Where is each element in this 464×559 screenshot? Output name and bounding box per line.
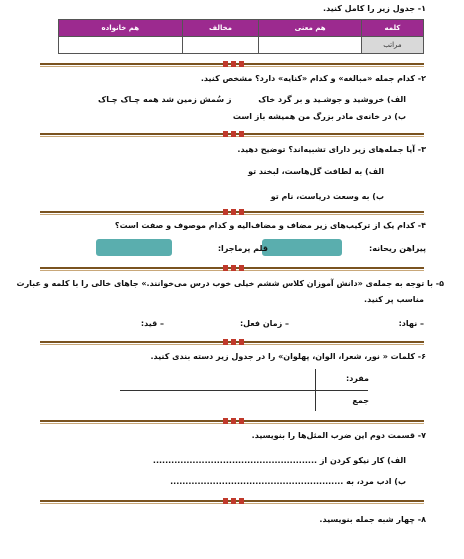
q5-field-tense: – زمان فعل: [239,319,289,328]
q1-answer-cell[interactable] [259,37,362,54]
q2-item-b: ب) در خانه‌ی مادر بزرگ من همیشه باز است [232,112,406,121]
q7-item-b-blank[interactable]: ......................................................... [170,477,344,486]
q4-item-1-label: پیراهن ریحانه: [369,244,426,253]
q6-plural-label: جمع [352,396,369,405]
section-divider [40,60,424,69]
q4-item-2-label: قلم پرماجرا: [217,244,268,253]
q5-title: ۵- با توجه به جمله‌ی «دانش آموزان کلاس ششم خیلی خوب درس می‌خوانند.» جاهای خالی را با کلمه و عبارت [16,279,444,288]
q6-table-vertical-line [315,369,316,411]
q7-title: ۷- قسمت دوم این ضرب المثل‌ها را بنویسید. [251,431,426,440]
q1-row [59,37,424,54]
q4-title: ۴- کدام یک از ترکیب‌های زیر مضاف و مضاف‌الیه و کدام موصوف و صفت است؟ [114,221,426,230]
section-divider [40,130,424,139]
q5-field-subject: – نهاد: [398,319,424,328]
q2-item-a: الف) خروشید و جوشـید و بر گرد خاک [258,95,406,104]
q1-answer-cell[interactable] [59,37,183,54]
q1-header-cell: مخالف [182,20,259,37]
section-divider [40,497,424,506]
q6-singular-label: مفرد: [346,374,369,383]
q7-item-a-blank[interactable]: ...................................................... [152,456,318,465]
q4-answer-box-2[interactable] [96,239,172,256]
q7-item-a [153,456,406,465]
q4-answer-box-1[interactable] [262,239,342,256]
q1-header-cell: کلمه [361,20,423,37]
q2-item-a-second-half: ز سُمش زمین شد همه چـاک چـاک [98,95,232,104]
q3-title: ۳- آیا جمله‌های زیر دارای تشبیه‌اند؟ توضیح دهید. [237,145,426,154]
q8-title: ۸- چهار شبه جمله بنویسید. [319,515,426,524]
q1-answer-cell[interactable] [182,37,259,54]
q1-title: ۱- جدول زیر را کامل کنید. [323,4,426,13]
q5-field-adverb: – قید: [140,319,164,328]
q1-header-cell: هم معنی [259,20,362,37]
q1-word-cell: مراتب [361,37,423,54]
q6-table-horizontal-line [120,390,368,391]
q7-item-a-text: الف) کار نیکو کردن از [317,456,406,465]
section-divider [40,208,424,217]
q1-table [58,19,424,54]
q5-title-continued: مناسب پر کنید. [364,295,424,304]
q6-title: ۶- کلمات « نور، شعرا، الوان، پهلوان» را در جدول زیر دسته بندی کنید. [150,352,426,361]
section-divider [40,417,424,426]
q3-item-a: الف) به لطافت گل‌هاست، لبخند تو [248,167,384,176]
q3-item-b: ب) به وسعت دریاست، نام تو [270,192,384,201]
q7-item-b [170,477,406,486]
section-divider [40,338,424,347]
q1-header-row [59,20,424,37]
q1-header-cell: هم خانواده [59,20,183,37]
q7-item-b-text: ب) ادب مرد، به [343,477,406,486]
q2-title: ۲- کدام جمله «مبالغه» و کدام «کنایه» دارد؟ مشخص کنید. [200,74,426,83]
section-divider [40,264,424,273]
